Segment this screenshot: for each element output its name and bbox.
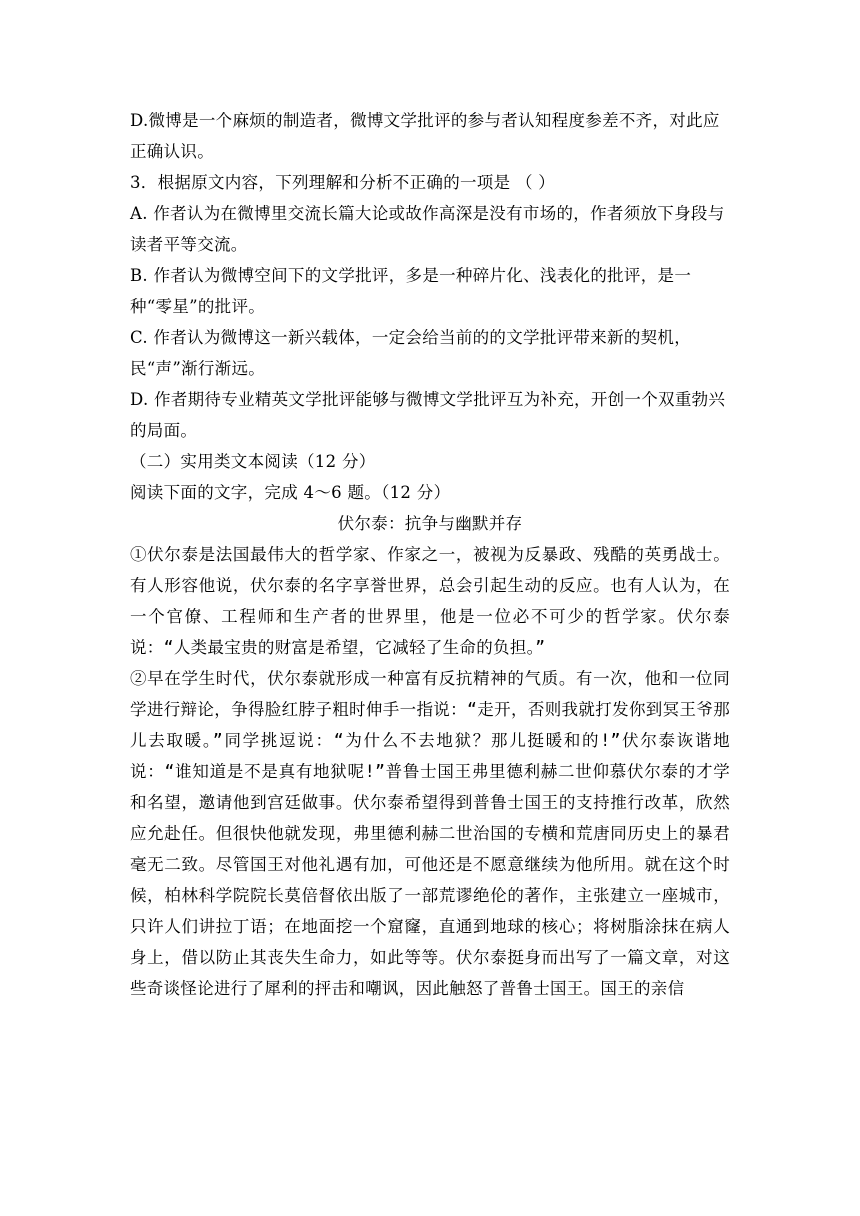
q3-option-b: B. 作者认为微博空间下的文学批评，多是一种碎片化、浅表化的批评，是一种“零星”的批评。 bbox=[130, 266, 692, 316]
article-paragraph-1: ①伏尔泰是法国最伟大的哲学家、作家之一，被视为反暴政、残酷的英勇战士。有人形容他说，伏尔泰的名字享誉世界，总会引起生动的反应。也有人认为，在一个官僚、工程师和生产者的世界里，他是一位必不可少的哲学家。伏尔泰说：“人类最宝贵的财富是希望，它减轻了生命的负担。” bbox=[130, 545, 730, 657]
section-instruction: 阅读下面的文字，完成 4～6 题。（12 分） bbox=[130, 483, 451, 502]
q3-option-c: C. 作者认为微博这一新兴载体，一定会给当前的的文学批评带来新的契机，民“声”渐行渐远。 bbox=[130, 328, 692, 378]
q2-option-d: D.微博是一个麻烦的制造者，微博文学批评的参与者认知程度参差不齐，对此应正确认识。 bbox=[130, 111, 720, 161]
section-heading: （二）实用类文本阅读（12 分） bbox=[130, 452, 376, 471]
article-title: 伏尔泰：抗争与幽默并存 bbox=[337, 514, 523, 533]
article-paragraph-2: ②早在学生时代，伏尔泰就形成一种富有反抗精神的气质。有一次，他和一位同学进行辩论，争得脸红脖子粗时伸手一指说：“走开，否则我就打发你到冥王爷那儿去取暖。”同学挑逗说：“为什么不去地狱？那儿挺暖和的!”伏尔泰诙谐地说：“谁知道是不是真有地狱呢!”普鲁士国王弗里德利赫二世仰慕伏尔泰的才学和名望，邀请他到宫廷做事。伏尔泰希望得到普鲁士国王的支持推行改革，欣然应允赴任。但很快他就发现，弗里德利赫二世治国的专横和荒唐同历史上的暴君毫无二致。尽管国王对他礼遇有加，可他还是不愿意继续为他所用。就在这个时候，柏林科学院院长莫倍督依出版了一部荒谬绝伦的著作，主张建立一座城市，只许人们讲拉丁语；在地面挖一个窟窿，直通到地球的核心；将树脂涂抹在病人身上，借以防止其丧失生命力，如此等等。伏尔泰挺身而出写了一篇文章，对这些奇谈怪论进行了犀利的抨击和嘲讽，因此触怒了普鲁士国王。国王的亲信 bbox=[130, 669, 730, 998]
q3-option-d: D. 作者期待专业精英文学批评能够与微博文学批评互为补充，开创一个双重勃兴的局面。 bbox=[130, 390, 726, 440]
page-content bbox=[130, 105, 730, 1004]
q3-option-a: A. 作者认为在微博里交流长篇大论或故作高深是没有市场的，作者须放下身段与读者平等交流。 bbox=[130, 204, 725, 254]
q3-stem: 3．根据原文内容，下列理解和分析不正确的一项是 （ ） bbox=[130, 173, 556, 192]
